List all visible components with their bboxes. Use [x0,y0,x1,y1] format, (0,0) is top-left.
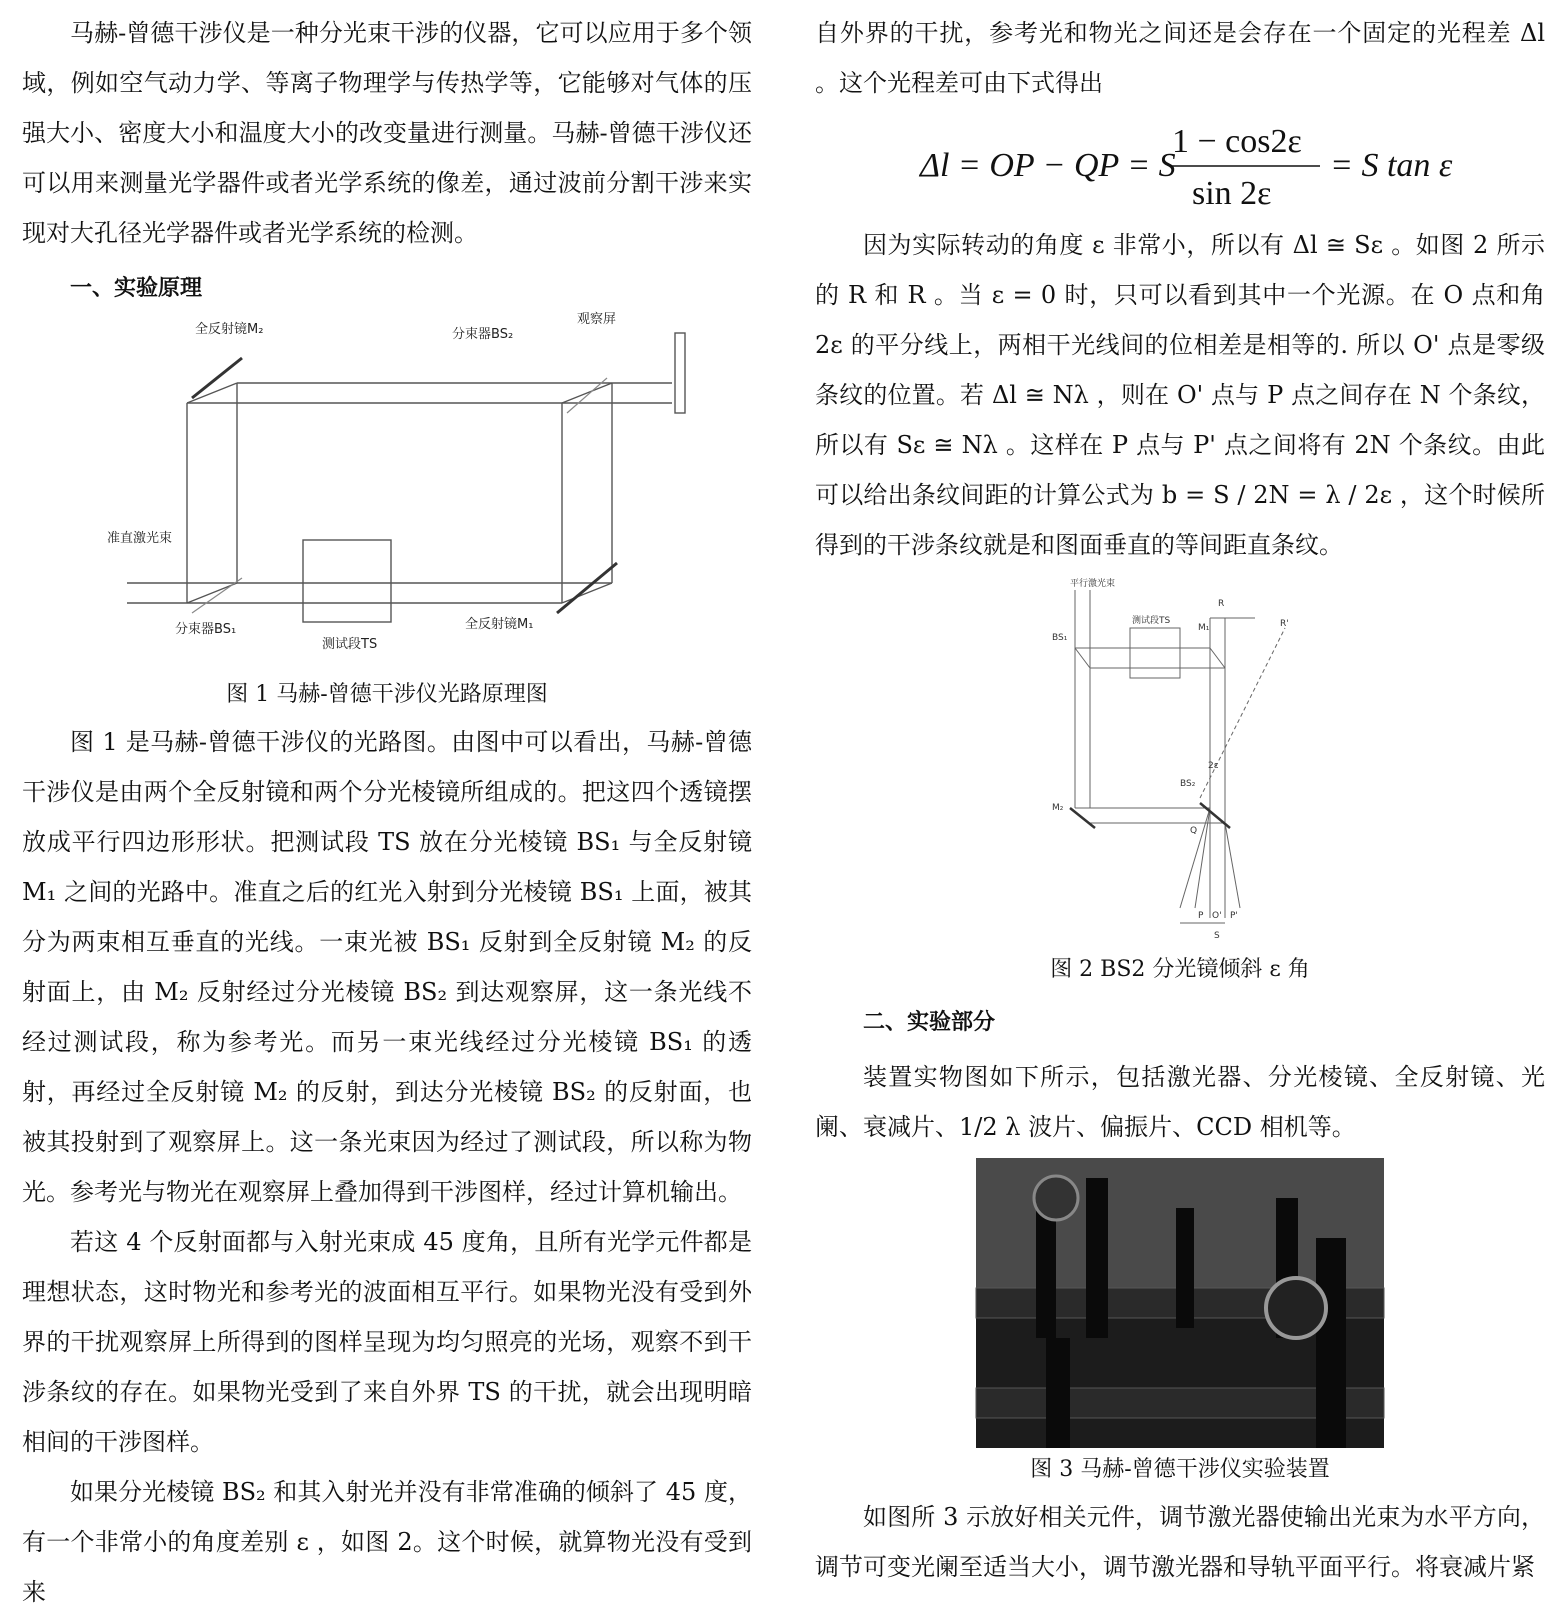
figure-1-caption: 图 1 马赫-曾德干涉仪光路原理图 [226,682,548,707]
fig2-label-p: P [1198,911,1204,921]
fig2-label-m1: M₁ [1198,623,1210,633]
fig2-label-2eps: 2ε [1208,761,1219,771]
paragraph-intro: 马赫-曾德干涉仪是一种分光束干涉的仪器，它可以应用于多个领域，例如空气动力学、等离子物理学与传热学等，它能够对气体的压强大小、密度大小和温度大小的改变量进行测量。马赫-曾德干涉仪还可以用来测量光学器件或者光学系统的像差，通过波前分割干涉来实现对大孔径光学器件或者光学系统的检测。 [22,19,752,247]
fig1-label-laser: 准直激光束 [107,531,173,546]
fig2-label-q: Q [1190,826,1198,836]
fig1-label-ts: 测试段TS [322,637,378,652]
section-heading-principle: 一、实验原理 [70,276,203,301]
fig2-label-beam: 平行激光束 [1070,579,1116,589]
paragraph-bs2-tilt: 如果分光棱镜 BS₂ 和其入射光并没有非常准确的倾斜了 45 度，有一个非常小的角度差别 ε ，如图 2。这个时候，就算物光没有受到来 [22,1478,752,1606]
path-difference-formula [815,118,1545,214]
paragraph-apparatus: 装置实物图如下所示，包括激光器、分光棱镜、全反射镜、光阑、衰减片、1/2 λ 波片、偏振片、CCD 相机等。 [815,1063,1545,1141]
fig2-label-p-prime: P' [1230,911,1238,921]
fig2-label-s: S [1214,931,1220,941]
fig1-label-m2: 全反射镜M₂ [195,322,264,337]
figure-3-photo [976,1158,1384,1448]
fig1-label-screen: 观察屏 [577,312,617,327]
formula-svg [920,118,1453,214]
fig2-label-ts: 测试段TS [1132,616,1171,626]
paragraph-procedure: 如图所 3 示放好相关元件，调节激光器使输出光束为水平方向，调节可变光阑至适当大小，调节激光器和导轨平面平行。将衰减片紧 [815,1503,1545,1581]
left-column [22,0,752,1617]
figure-3-caption: 图 3 马赫-曾德干涉仪实验装置 [1030,1457,1330,1482]
figure-2-caption: 图 2 BS2 分光镜倾斜 ε 角 [1050,957,1310,982]
paragraph-fringe-spacing: 因为实际转动的角度 ε 非常小，所以有 Δl ≅ Sε 。如图 2 所示的 R 和 R 。当 ε = 0 时，只可以看到其中一个光源。在 O 点和角 2ε 的平分线上，两相干光线间的位相差是相等的. 所以 O' 点是零级条纹的位置。若 Δl ≅ Nλ ，则在 O' 点与 P 点之间存在 N 个条纹，所以有 Sε ≅ Nλ 。这样在 P 点与 P' 点之间将有 2N 个条纹。由此可以给出条纹间距的计算公式为 b = S / 2N = λ / 2ε ，这个时候所得到的干涉条纹就是和图面垂直的等间距直条纹。 [815,231,1545,559]
formula-denominator: sin 2ε [1192,175,1272,212]
figure-2-diagram [1030,578,1330,948]
fig2-label-bs2: BS₂ [1180,779,1196,789]
fig2-label-o-prime: O' [1212,911,1222,921]
paragraph-path-difference: 自外界的干扰，参考光和物光之间还是会存在一个固定的光程差 Δl 。这个光程差可由下式得出 [815,19,1545,97]
paragraph-ideal-condition: 若这 4 个反射面都与入射光束成 45 度角，且所有光学元件都是理想状态，这时物光和参考光的波面相互平行。如果物光没有受到外界的干扰观察屏上所得到的图样呈现为均匀照亮的光场，观察不到干涉条纹的存在。如果物光受到了来自外界 TS 的干扰，就会出现明暗相间的干涉图样。 [22,1228,752,1456]
right-column [815,0,1545,1592]
section-heading-experiment: 二、实验部分 [863,1010,996,1035]
fig1-label-bs2: 分束器BS₂ [452,327,514,342]
fig2-label-r: R [1218,599,1225,609]
fig1-label-m1: 全反射镜M₁ [465,617,534,632]
formula-numerator: 1 − cos2ε [1172,123,1302,160]
formula-rhs: = S tan ε [1330,147,1453,184]
formula-lhs: Δl = OP − QP = S [920,147,1176,184]
paragraph-fig1-explanation: 图 1 是马赫-曾德干涉仪的光路图。由图中可以看出，马赫-曾德干涉仪是由两个全反射镜和两个分光棱镜所组成的。把这四个透镜摆放成平行四边形形状。把测试段 TS 放在分光棱镜 BS₁ 与全反射镜 M₁ 之间的光路中。准直之后的红光入射到分光棱镜 BS₁ 上面，被其分为两束相互垂直的光线。一束光被 BS₁ 反射到全反射镜 M₂ 的反射面上，由 M₂ 反射经过分光棱镜 BS₂ 到达观察屏，这一条光线不经过测试段，称为参考光。而另一束光线经过分光棱镜 BS₁ 的透射，再经过全反射镜 M₂ 的反射，到达分光棱镜 BS₂ 的反射面，也被其投射到了观察屏上。这一条光束因为经过了测试段，所以称为物光。参考光与物光在观察屏上叠加得到干涉图样，经过计算机输出。 [22,728,752,1206]
fig2-label-m2: M₂ [1052,803,1064,813]
fig2-label-bs1: BS₁ [1052,633,1068,643]
fig2-label-r-prime: R' [1280,619,1289,629]
figure-1-diagram [107,312,667,673]
fig1-label-bs1: 分束器BS₁ [175,622,237,637]
